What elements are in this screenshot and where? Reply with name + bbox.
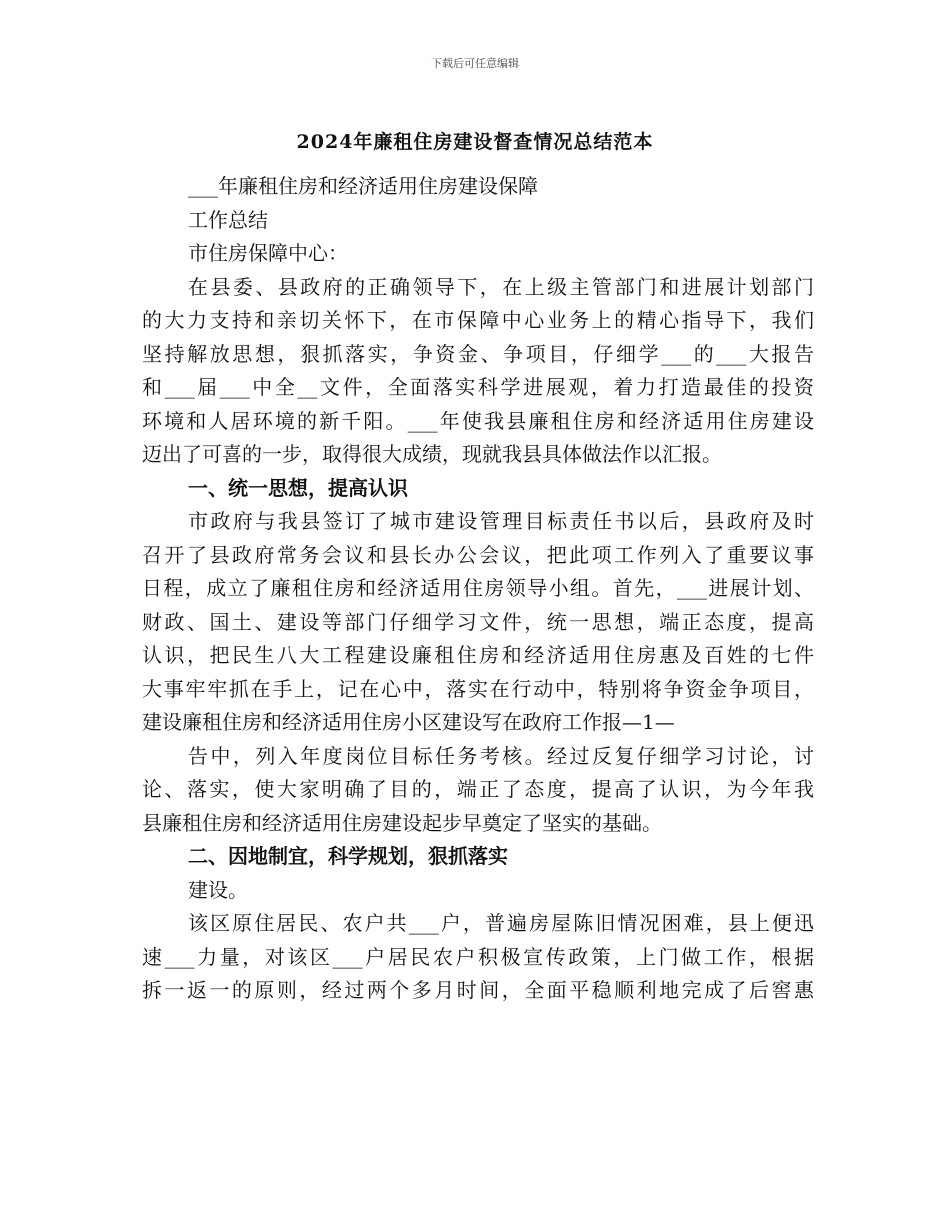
paragraph-line: 市政府与我县签订了城市建设管理目标责任书以后，县政府及时: [188, 509, 814, 533]
paragraph-line: 和___届___中全__文件，全面落实科学进展观，着力打造最佳的投资: [142, 375, 814, 399]
paragraph-line: 日程，成立了廉租住房和经济适用住房领导小组。首先，___进展计划、: [142, 576, 814, 600]
paragraph-line: 环境和人居环境的新千阳。___年使我县廉租住房和经济适用住房建设: [142, 408, 814, 433]
paragraph-line: ___年廉租住房和经济适用住房建设保障: [188, 174, 538, 198]
section-heading: 一、统一思想，提高认识: [188, 475, 408, 500]
paragraph-line: 召开了县政府常务会议和县长办公会议，把此项工作列入了重要议事: [142, 542, 814, 567]
paragraph-line: 建设廉租住房和经济适用住房小区建设写在政府工作报—1—: [142, 710, 675, 734]
document-title: 2024年廉租住房建设督查情况总结范本: [296, 131, 654, 153]
paragraph-line: 大事牢牢抓在手上，记在心中，落实在行动中，特别将争资金争项目，: [142, 676, 814, 701]
paragraph-line: 财政、国土、建设等部门仔细学习文件，统一思想，端正态度，提高: [142, 609, 814, 634]
paragraph-line: 该区原住居民、农户共___户，普遍房屋陈旧情况困难，县上便迅: [188, 911, 814, 935]
paragraph-line: 建设。: [188, 877, 248, 902]
paragraph-line: 县廉租住房和经济适用住房建设起步早奠定了坚实的基础。: [142, 810, 662, 835]
paragraph-line: 迈出了可喜的一步，取得很大成绩，现就我县具体做法作以汇报。: [142, 442, 722, 466]
paragraph-line: 认识，把民生八大工程建设廉租住房和经济适用住房惠及百姓的七件: [142, 643, 814, 667]
section-heading: 二、因地制宜，科学规划，狠抓落实: [188, 844, 508, 868]
paragraph-line: 坚持解放思想，狠抓落实，争资金、争项目，仔细学___的___大报告: [142, 341, 814, 366]
paragraph-line: 工作总结: [188, 207, 268, 232]
document-body: [142, 170, 814, 1008]
header-note: 下载后可任意编辑: [431, 57, 519, 70]
paragraph-line: 速___力量，对该区___户居民农户积极宣传政策，上门做工作，根据: [142, 944, 814, 969]
paragraph-line: 市住房保障中心：: [188, 241, 348, 265]
paragraph-line: 的大力支持和亲切关怀下，在市保障中心业务上的精心指导下，我们: [142, 308, 814, 332]
paragraph-line: 告中，列入年度岗位目标任务考核。经过反复仔细学习讨论，讨: [188, 743, 814, 768]
paragraph-line: 论、落实，使大家明确了目的，端正了态度，提高了认识，为今年我: [142, 777, 814, 801]
paragraph-line: 在县委、县政府的正确领导下，在上级主管部门和进展计划部门: [188, 274, 814, 299]
paragraph-line: 拆一返一的原则，经过两个多月时间，全面平稳顺利地完成了后窖惠: [142, 978, 814, 1002]
